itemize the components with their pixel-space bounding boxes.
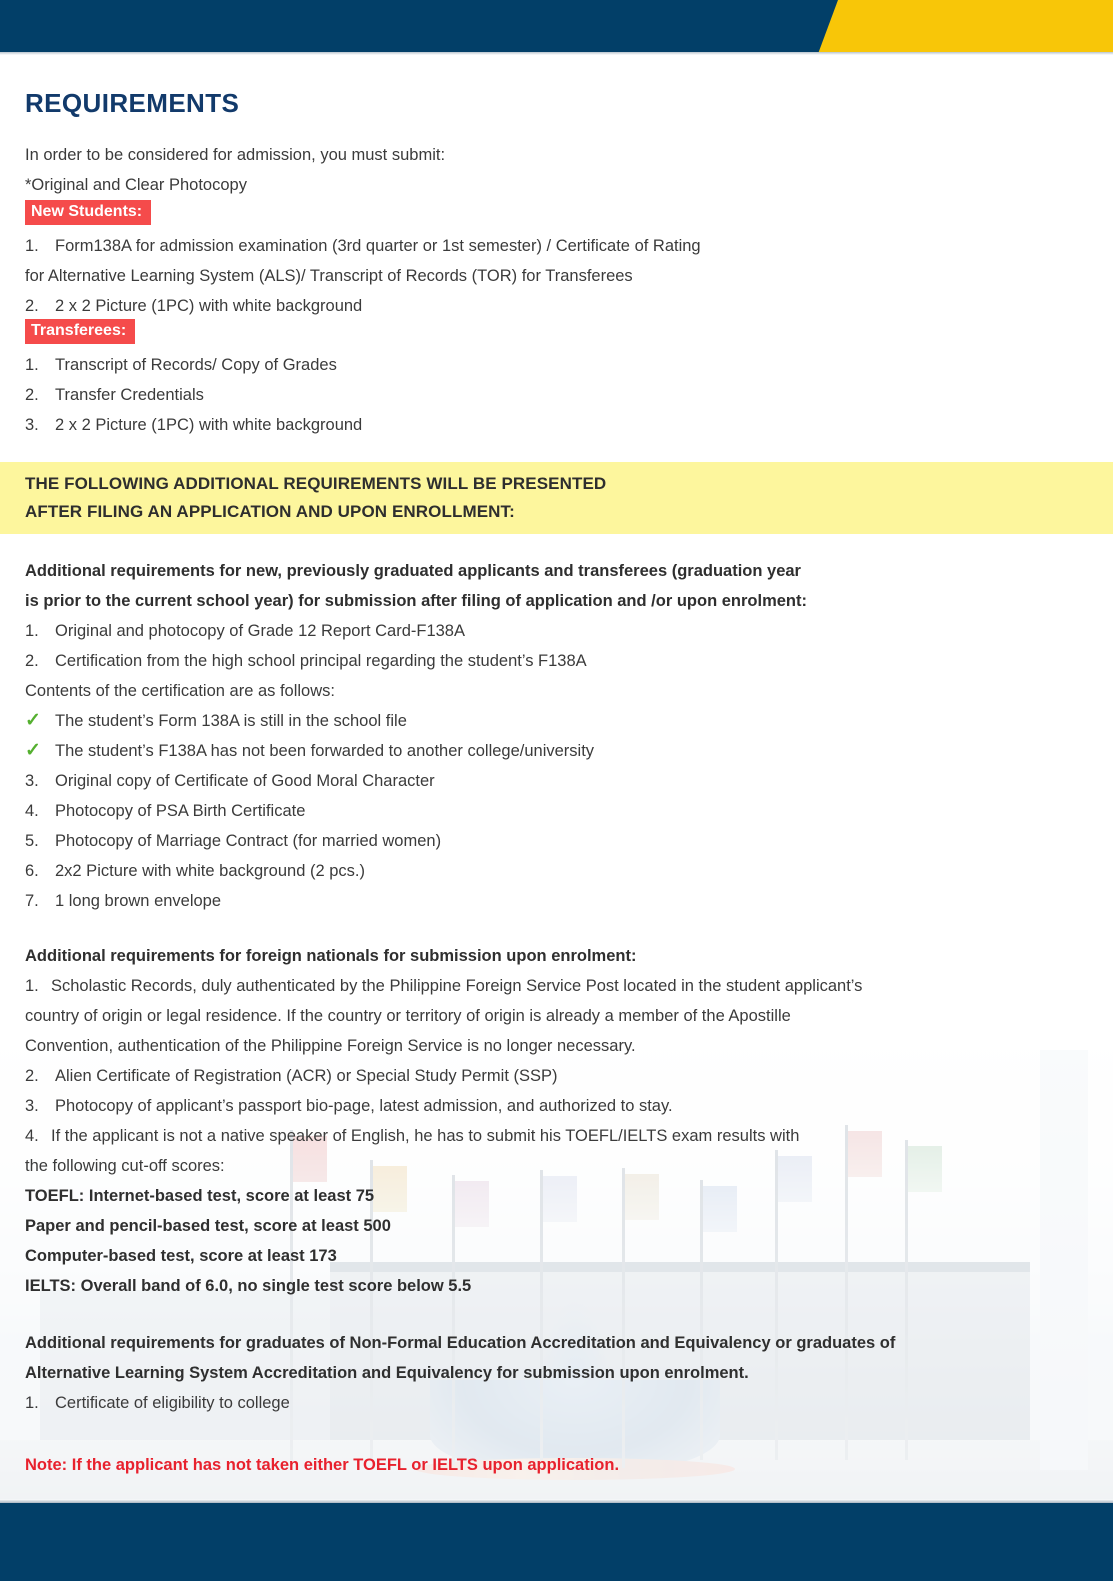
list-item xyxy=(25,1091,862,1121)
list-item xyxy=(25,291,701,321)
list-item-number: 4. xyxy=(25,1127,39,1145)
list-item xyxy=(25,380,362,410)
list-item-text: Certification from the high school principal regarding the student’s F138A xyxy=(55,652,587,670)
list-item-text: 1 long brown envelope xyxy=(55,892,222,910)
list-item xyxy=(25,766,807,796)
new-students-badge: New Students: xyxy=(25,200,151,225)
section-heading: Additional requirements for foreign nationals for submission upon enrolment: xyxy=(25,947,637,965)
list-item xyxy=(25,1061,862,1091)
list-item-number: 5. xyxy=(25,832,39,850)
check-icon: ✓ xyxy=(25,740,41,761)
new-students-list xyxy=(25,231,701,321)
list-item xyxy=(25,410,362,440)
list-item-text: country of origin or legal residence. If the country or territory of origin is already a member of the Apostille xyxy=(25,1007,791,1025)
list-item xyxy=(25,1121,862,1151)
list-item xyxy=(25,886,807,916)
intro-block xyxy=(25,140,445,200)
list-item-number: 1. xyxy=(25,622,39,640)
list-item-number: 2. xyxy=(25,1067,39,1085)
list-item-text: Original copy of Certificate of Good Moral Character xyxy=(55,772,435,790)
list-item-text: Scholastic Records, duly authenticated by the Philippine Foreign Service Post located in the student applicant’s xyxy=(51,977,863,995)
list-item-number: 1. xyxy=(25,237,39,255)
header-underline xyxy=(0,52,1113,55)
list-item-continuation xyxy=(25,1001,862,1031)
list-item-text: 2x2 Picture with white background (2 pcs.) xyxy=(55,862,365,880)
page-header-band xyxy=(0,0,1113,52)
list-item-text: for Alternative Learning System (ALS)/ Transcript of Records (TOR) for Transferees xyxy=(25,267,633,285)
check-icon: ✓ xyxy=(25,710,41,731)
list-item-continuation xyxy=(25,1151,862,1181)
list-item-text: If the applicant is not a native speaker of English, he has to submit his TOEFL/IELTS exam results with xyxy=(51,1127,800,1145)
list-item xyxy=(25,231,701,261)
certification-contents-label: Contents of the certification are as follows: xyxy=(25,682,335,700)
photo-flag xyxy=(908,1146,942,1192)
list-item-text: Alien Certificate of Registration (ACR) or Special Study Permit (SSP) xyxy=(55,1067,558,1085)
list-item xyxy=(25,971,862,1001)
list-item-text: Photocopy of applicant’s passport bio-page, latest admission, and authorized to stay. xyxy=(55,1097,673,1115)
list-item-number: 3. xyxy=(25,772,39,790)
list-item xyxy=(25,350,362,380)
list-item-text: the following cut-off scores: xyxy=(25,1157,225,1175)
intro-line-1: In order to be considered for admission, you must submit: xyxy=(25,146,446,164)
score-line-computer-based: Computer-based test, score at least 173 xyxy=(25,1247,337,1265)
list-item xyxy=(25,826,807,856)
foreign-nationals-section xyxy=(25,941,862,1301)
score-line-ielts: IELTS: Overall band of 6.0, no single test score below 5.5 xyxy=(25,1277,472,1295)
section-heading-line-2: Alternative Learning System Accreditation and Equivalency for submission upon enrolment. xyxy=(25,1364,749,1382)
list-item-text: Convention, authentication of the Philippine Foreign Service is no longer necessary. xyxy=(25,1037,636,1055)
new-students-section xyxy=(25,200,701,321)
list-item-text: 2 x 2 Picture (1PC) with white background xyxy=(55,297,363,315)
transferees-section xyxy=(25,319,362,440)
list-item-number: 1. xyxy=(25,977,39,995)
list-item xyxy=(25,1388,895,1418)
list-item-number: 2. xyxy=(25,386,39,404)
list-item-text: Certificate of eligibility to college xyxy=(55,1394,290,1412)
list-item xyxy=(25,616,807,646)
list-item-text: Transcript of Records/ Copy of Grades xyxy=(55,356,337,374)
list-item-text: Transfer Credentials xyxy=(55,386,204,404)
check-list-item-text: The student’s F138A has not been forwarded to another college/university xyxy=(55,742,595,760)
list-item-number: 3. xyxy=(25,416,39,434)
list-item-continuation xyxy=(25,1031,862,1061)
list-item xyxy=(25,646,807,676)
list-item-number: 1. xyxy=(25,356,39,374)
banner-line-2: AFTER FILING AN APPLICATION AND UPON ENROLLMENT: xyxy=(25,502,515,521)
check-list-item-text: The student’s Form 138A is still in the school file xyxy=(55,712,407,730)
list-item-number: 2. xyxy=(25,297,39,315)
list-item xyxy=(25,796,807,826)
graduated-applicants-section xyxy=(25,556,807,916)
check-list-item xyxy=(25,706,807,736)
list-item-text: 2 x 2 Picture (1PC) with white background xyxy=(55,416,363,434)
section-heading-line-2: is prior to the current school year) for submission after filing of application and /or upon enrolment: xyxy=(25,592,807,610)
list-item-number: 4. xyxy=(25,802,39,820)
list-item xyxy=(25,856,807,886)
list-item-number: 7. xyxy=(25,892,39,910)
page-title: REQUIREMENTS xyxy=(25,88,240,118)
list-item-number: 1. xyxy=(25,1394,39,1412)
transferees-badge: Transferees: xyxy=(25,319,135,344)
intro-line-2: *Original and Clear Photocopy xyxy=(25,176,247,194)
list-item-text: Photocopy of PSA Birth Certificate xyxy=(55,802,306,820)
score-line-toefl-ibt: TOEFL: Internet-based test, score at least 75 xyxy=(25,1187,375,1205)
section-heading-line-1: Additional requirements for graduates of Non-Formal Education Accreditation and Equivalency or graduates of xyxy=(25,1334,896,1352)
transferees-list xyxy=(25,350,362,440)
header-yellow-accent xyxy=(0,0,1113,52)
list-item-text: Original and photocopy of Grade 12 Report Card-F138A xyxy=(55,622,465,640)
transferees-badge-wrap xyxy=(25,319,362,344)
list-item-number: 3. xyxy=(25,1097,39,1115)
check-list-item xyxy=(25,736,807,766)
note-text: Note: If the applicant has not taken either TOEFL or IELTS upon application. xyxy=(25,1456,620,1474)
score-line-paper-pencil: Paper and pencil-based test, score at least 500 xyxy=(25,1217,391,1235)
page-footer-band xyxy=(0,1503,1113,1581)
photo-signage-pillar xyxy=(1040,1050,1088,1470)
new-students-badge-wrap xyxy=(25,200,701,225)
list-item-number: 6. xyxy=(25,862,39,880)
banner-line-1: THE FOLLOWING ADDITIONAL REQUIREMENTS WILL BE PRESENTED xyxy=(25,474,607,493)
additional-requirements-banner xyxy=(0,462,1113,534)
list-item-number: 2. xyxy=(25,652,39,670)
list-item-continuation xyxy=(25,261,701,291)
nfe-als-section xyxy=(25,1328,895,1418)
section-heading-line-1: Additional requirements for new, previously graduated applicants and transferees (graduation year xyxy=(25,562,801,580)
list-item-text: Photocopy of Marriage Contract (for married women) xyxy=(55,832,442,850)
list-item-text: Form138A for admission examination (3rd quarter or 1st semester) / Certificate of Rating xyxy=(55,237,701,255)
